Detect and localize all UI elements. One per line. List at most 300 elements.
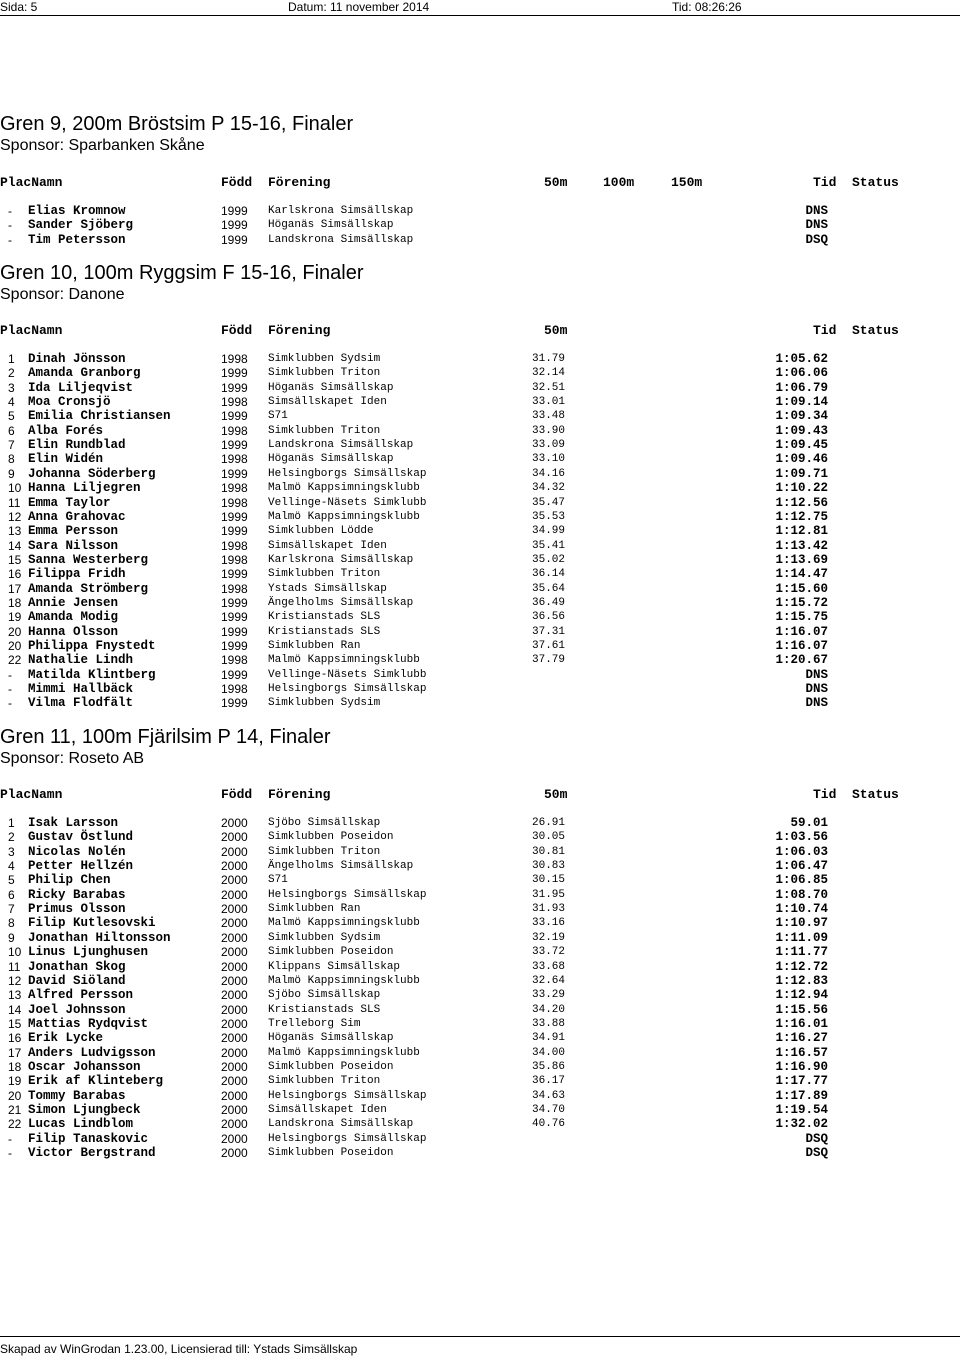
result-row <box>0 567 960 581</box>
final-time: 1:12.75 <box>775 509 828 524</box>
split-50m: 35.53 <box>532 510 566 523</box>
final-time: 1:09.14 <box>775 395 828 410</box>
result-place: 19 <box>8 1074 22 1089</box>
split-50m: 33.72 <box>532 946 566 959</box>
split-50m: 32.19 <box>532 931 566 944</box>
split-50m: 37.61 <box>532 640 566 652</box>
birth-year: 1999 <box>221 232 248 247</box>
birth-year: 2000 <box>221 1045 248 1060</box>
swimmer-name: Filippa Fridh <box>28 567 126 582</box>
swimmer-name: Primus Olsson <box>28 902 126 917</box>
birth-year: 1998 <box>221 653 248 668</box>
split-50m: 33.09 <box>532 439 566 452</box>
swimmer-name: Annie Jensen <box>28 595 119 610</box>
result-place: 4 <box>8 859 15 874</box>
club-name: Simklubben Triton <box>268 568 381 581</box>
swimmer-name: Philip Chen <box>28 873 111 888</box>
split-50m: 40.76 <box>532 1118 566 1131</box>
result-place: 14 <box>8 1002 22 1017</box>
final-time: DNS <box>805 667 828 682</box>
final-time: DNS <box>805 218 828 233</box>
birth-year: 1999 <box>221 639 248 653</box>
swimmer-name: Gustav Östlund <box>28 830 134 845</box>
swimmer-name: Johanna Söderberg <box>28 466 156 481</box>
swimmer-name: Erik Lycke <box>28 1031 104 1046</box>
birth-year: 1999 <box>221 366 248 381</box>
col-club: Förening <box>268 175 331 190</box>
result-row <box>0 1046 960 1060</box>
final-time: 1:16.07 <box>775 639 828 653</box>
result-row <box>0 610 960 624</box>
birth-year: 2000 <box>221 873 248 888</box>
result-row <box>0 438 960 452</box>
result-place: 2 <box>8 830 15 845</box>
col-split-100: 100m <box>603 175 635 190</box>
col-split-150: 150m <box>671 175 703 190</box>
swimmer-name: Victor Bergstrand <box>28 1146 156 1161</box>
club-name: Helsingborgs Simsällskap <box>268 888 427 901</box>
final-time: 1:15.60 <box>775 581 828 596</box>
result-row <box>0 668 960 682</box>
col-born: Född <box>221 175 253 190</box>
swimmer-name: Erik af Klinteberg <box>28 1074 164 1089</box>
club-name: Kristianstads SLS <box>268 611 381 624</box>
birth-year: 2000 <box>221 816 248 830</box>
final-time: 1:15.75 <box>775 610 828 625</box>
swimmer-name: Sander Sjöberg <box>28 218 134 233</box>
final-time: DSQ <box>805 232 828 247</box>
split-50m: 33.88 <box>532 1017 566 1030</box>
result-place: 3 <box>8 380 15 395</box>
result-row <box>0 452 960 466</box>
result-place: 18 <box>8 1059 22 1074</box>
result-row <box>0 988 960 1002</box>
birth-year: 1999 <box>221 509 248 524</box>
result-row <box>0 233 960 247</box>
swimmer-name: Amanda Strömberg <box>28 581 149 596</box>
split-50m: 33.68 <box>532 960 566 973</box>
club-name: Kristianstads SLS <box>268 625 381 638</box>
birth-year: 2000 <box>221 1059 248 1074</box>
result-place: 10 <box>8 945 22 960</box>
club-name: Ängelholms Simsällskap <box>268 860 414 873</box>
result-place: 1 <box>8 816 15 830</box>
final-time: 1:10.97 <box>775 916 828 931</box>
result-row <box>0 596 960 610</box>
swimmer-name: Ida Liljeqvist <box>28 380 134 395</box>
final-time: DNS <box>805 696 828 711</box>
split-50m: 36.49 <box>532 596 566 609</box>
birth-year: 2000 <box>221 887 248 902</box>
split-50m: 35.41 <box>532 539 566 552</box>
split-50m: 36.14 <box>532 568 566 581</box>
birth-year: 1998 <box>221 395 248 410</box>
final-time: 1:12.56 <box>775 495 828 510</box>
birth-year: 1998 <box>221 538 248 553</box>
result-row <box>0 1089 960 1103</box>
club-name: Helsingborgs Simsällskap <box>268 1089 427 1102</box>
split-50m: 37.31 <box>532 625 566 638</box>
result-row <box>0 524 960 538</box>
club-name: Landskrona Simsällskap <box>268 439 414 452</box>
split-50m: 34.91 <box>532 1032 566 1045</box>
club-name: Höganäs Simsällskap <box>268 453 394 466</box>
swimmer-name: Simon Ljungbeck <box>28 1103 141 1117</box>
col-time: Tid <box>813 787 837 802</box>
col-status: Status <box>852 787 899 802</box>
result-row <box>0 481 960 495</box>
result-row <box>0 902 960 916</box>
split-50m: 30.83 <box>532 860 566 873</box>
result-place: 1 <box>8 352 15 366</box>
swimmer-name: Nathalie Lindh <box>28 653 134 668</box>
swimmer-name: Tim Petersson <box>28 232 126 247</box>
club-name: Simklubben Triton <box>268 845 381 858</box>
club-name: Simklubben Lödde <box>268 525 374 538</box>
result-row <box>0 960 960 974</box>
club-name: S71 <box>268 874 288 887</box>
swimmer-name: Emma Taylor <box>28 495 111 510</box>
result-row <box>0 352 960 366</box>
swimmer-name: Petter Hellzén <box>28 859 134 874</box>
col-status: Status <box>852 175 899 190</box>
club-name: Karlskrona Simsällskap <box>268 553 414 566</box>
birth-year: 1999 <box>221 380 248 395</box>
split-50m: 34.20 <box>532 1003 566 1016</box>
split-50m: 32.51 <box>532 381 566 394</box>
club-name: Höganäs Simsällskap <box>268 219 394 232</box>
final-time: 1:12.81 <box>775 524 828 539</box>
swimmer-name: Philippa Fnystedt <box>28 639 156 653</box>
club-name: Malmö Kappsimningsklubb <box>268 510 420 523</box>
birth-year: 2000 <box>221 1074 248 1089</box>
birth-year: 1999 <box>221 595 248 610</box>
result-place: 15 <box>8 552 22 567</box>
final-time: 1:08.70 <box>775 887 828 902</box>
club-name: Vellinge-Näsets Simklubb <box>268 668 427 681</box>
split-50m: 30.15 <box>532 874 566 887</box>
club-name: Höganäs Simsällskap <box>268 1032 394 1045</box>
club-name: Simsällskapet Iden <box>268 1104 387 1116</box>
print-time: Tid: 08:26:26 <box>672 0 742 14</box>
final-time: 1:16.57 <box>775 1045 828 1060</box>
club-name: Helsingborgs Simsällskap <box>268 1132 427 1145</box>
result-row <box>0 916 960 930</box>
split-50m: 35.02 <box>532 553 566 566</box>
column-header <box>0 323 960 339</box>
result-row <box>0 830 960 844</box>
split-50m: 33.48 <box>532 410 566 423</box>
swimmer-name: Sara Nilsson <box>28 538 119 553</box>
result-row <box>0 873 960 887</box>
event-sponsor: Sponsor: Sparbanken Skåne <box>0 137 205 154</box>
result-row <box>0 1146 960 1160</box>
birth-year: 2000 <box>221 1088 248 1103</box>
birth-year: 1999 <box>221 466 248 481</box>
swimmer-name: Jonathan Skog <box>28 959 126 974</box>
result-place: - <box>8 696 12 711</box>
club-name: Sjöbo Simsällskap <box>268 817 381 829</box>
split-50m: 32.14 <box>532 367 566 380</box>
col-born: Född <box>221 323 253 338</box>
final-time: DSQ <box>805 1146 828 1161</box>
final-time: 1:14.47 <box>775 567 828 582</box>
swimmer-name: David Siöland <box>28 973 126 988</box>
result-row <box>0 467 960 481</box>
col-born: Född <box>221 787 253 802</box>
birth-year: 1999 <box>221 409 248 424</box>
swimmer-name: Moa Cronsjö <box>28 395 111 410</box>
birth-year: 1998 <box>221 352 248 366</box>
event-title: Gren 11, 100m Fjärilsim P 14, Finaler <box>0 726 331 748</box>
split-50m: 35.64 <box>532 582 566 595</box>
final-time: 1:10.22 <box>775 481 828 496</box>
print-date: Datum: 11 november 2014 <box>288 0 430 14</box>
split-50m: 34.00 <box>532 1046 566 1059</box>
col-place-name: PlacNamn <box>0 323 63 338</box>
club-name: Simklubben Sydsim <box>268 931 381 944</box>
club-name: Klippans Simsällskap <box>268 960 401 973</box>
birth-year: 2000 <box>221 988 248 1003</box>
swimmer-name: Hanna Liljegren <box>28 481 141 496</box>
event-sponsor: Sponsor: Danone <box>0 286 125 303</box>
result-place: 20 <box>8 624 22 639</box>
result-row <box>0 1060 960 1074</box>
swimmer-name: Lucas Lindblom <box>28 1117 134 1132</box>
header-divider <box>0 15 960 16</box>
footer-text: Skapad av WinGrodan 1.23.00, Licensierad till: Ystads Simsällskap <box>0 1342 358 1356</box>
event-title: Gren 10, 100m Ryggsim F 15-16, Finaler <box>0 262 364 284</box>
club-name: Simklubben Poseidon <box>268 1060 394 1073</box>
final-time: 1:17.89 <box>775 1088 828 1103</box>
club-name: Helsingborgs Simsällskap <box>268 467 427 480</box>
club-name: Simsällskapet Iden <box>268 396 387 409</box>
page-number: Sida: 5 <box>0 0 38 14</box>
birth-year: 1999 <box>221 624 248 639</box>
birth-year: 1998 <box>221 452 248 467</box>
final-time: 1:19.54 <box>775 1103 828 1117</box>
col-split-50: 50m <box>544 787 568 802</box>
swimmer-name: Anders Ludvigsson <box>28 1045 156 1060</box>
birth-year: 1998 <box>221 682 248 697</box>
final-time: 1:09.43 <box>775 423 828 438</box>
final-time: 1:06.85 <box>775 873 828 888</box>
result-row <box>0 395 960 409</box>
final-time: 1:17.77 <box>775 1074 828 1089</box>
final-time: 1:09.46 <box>775 452 828 467</box>
col-club: Förening <box>268 323 331 338</box>
swimmer-name: Oscar Johansson <box>28 1059 141 1074</box>
birth-year: 1999 <box>221 610 248 625</box>
swimmer-name: Tommy Barabas <box>28 1088 126 1103</box>
birth-year: 2000 <box>221 1117 248 1132</box>
club-name: Simklubben Sydsim <box>268 697 381 710</box>
final-time: DNS <box>805 682 828 697</box>
birth-year: 1999 <box>221 567 248 582</box>
result-place: - <box>8 667 12 682</box>
final-time: 1:20.67 <box>775 653 828 668</box>
swimmer-name: Mimmi Hallbäck <box>28 682 134 697</box>
birth-year: 1998 <box>221 581 248 596</box>
split-50m: 31.79 <box>532 353 566 365</box>
result-place: 6 <box>8 887 15 902</box>
result-place: 15 <box>8 1016 22 1031</box>
swimmer-name: Emma Persson <box>28 524 119 539</box>
swimmer-name: Sanna Westerberg <box>28 552 149 567</box>
result-row <box>0 696 960 710</box>
result-place: 13 <box>8 988 22 1003</box>
result-row <box>0 204 960 218</box>
final-time: 1:06.79 <box>775 380 828 395</box>
footer-divider <box>0 1336 960 1337</box>
final-time: 1:13.42 <box>775 538 828 553</box>
swimmer-name: Ricky Barabas <box>28 887 126 902</box>
swimmer-name: Linus Ljunghusen <box>28 945 149 960</box>
club-name: Simklubben Poseidon <box>268 946 394 959</box>
result-row <box>0 625 960 639</box>
result-row <box>0 424 960 438</box>
result-row <box>0 1103 960 1117</box>
swimmer-name: Amanda Modig <box>28 610 119 625</box>
result-row <box>0 381 960 395</box>
result-row <box>0 974 960 988</box>
swimmer-name: Matilda Klintberg <box>28 667 156 682</box>
final-time: 1:09.34 <box>775 409 828 424</box>
result-place: 9 <box>8 466 15 481</box>
result-row <box>0 1003 960 1017</box>
split-50m: 31.93 <box>532 903 566 916</box>
split-50m: 31.95 <box>532 888 566 901</box>
final-time: 1:11.09 <box>775 930 828 945</box>
result-place: 6 <box>8 423 15 438</box>
result-row <box>0 218 960 232</box>
birth-year: 1998 <box>221 423 248 438</box>
event-title: Gren 9, 200m Bröstsim P 15-16, Finaler <box>0 113 354 135</box>
col-split-50: 50m <box>544 175 568 190</box>
final-time: 1:16.07 <box>775 624 828 639</box>
final-time: 1:12.72 <box>775 959 828 974</box>
birth-year: 2000 <box>221 1016 248 1031</box>
result-place: 20 <box>8 1088 22 1103</box>
club-name: Simklubben Poseidon <box>268 1147 394 1160</box>
split-50m: 35.86 <box>532 1060 566 1073</box>
final-time: 1:16.01 <box>775 1016 828 1031</box>
swimmer-name: Hanna Olsson <box>28 624 119 639</box>
result-row <box>0 1117 960 1131</box>
result-row <box>0 366 960 380</box>
column-header <box>0 175 960 191</box>
club-name: Simklubben Poseidon <box>268 831 394 844</box>
result-place: 14 <box>8 538 22 553</box>
final-time: 1:05.62 <box>775 352 828 366</box>
final-time: DSQ <box>805 1131 828 1146</box>
final-time: 1:06.03 <box>775 844 828 859</box>
result-place: 17 <box>8 581 22 596</box>
page-header <box>0 0 960 14</box>
result-row <box>0 496 960 510</box>
result-place: - <box>8 232 12 247</box>
club-name: Landskrona Simsällskap <box>268 233 414 246</box>
col-club: Förening <box>268 787 331 802</box>
birth-year: 2000 <box>221 1146 248 1161</box>
split-50m: 34.32 <box>532 482 566 495</box>
club-name: Simklubben Ran <box>268 640 361 652</box>
result-row <box>0 845 960 859</box>
result-place: 5 <box>8 873 15 888</box>
final-time: 1:11.77 <box>775 945 828 960</box>
swimmer-name: Anna Grahovac <box>28 509 126 524</box>
club-name: Malmö Kappsimningsklubb <box>268 482 420 495</box>
split-50m: 30.81 <box>532 845 566 858</box>
birth-year: 2000 <box>221 916 248 931</box>
result-row <box>0 816 960 830</box>
result-place: - <box>8 218 12 233</box>
result-row <box>0 1132 960 1146</box>
split-50m: 33.10 <box>532 453 566 466</box>
birth-year: 2000 <box>221 959 248 974</box>
final-time: 1:15.72 <box>775 595 828 610</box>
swimmer-name: Dinah Jönsson <box>28 352 126 366</box>
swimmer-name: Mattias Rydqvist <box>28 1016 149 1031</box>
result-row <box>0 553 960 567</box>
result-place: 11 <box>8 495 21 510</box>
club-name: Simklubben Triton <box>268 1075 381 1088</box>
club-name: Kristianstads SLS <box>268 1003 381 1016</box>
birth-year: 1998 <box>221 481 248 496</box>
final-time: 1:16.90 <box>775 1059 828 1074</box>
birth-year: 2000 <box>221 844 248 859</box>
split-50m: 30.05 <box>532 831 566 844</box>
birth-year: 1999 <box>221 218 248 233</box>
col-split-50: 50m <box>544 323 568 338</box>
club-name: S71 <box>268 410 288 423</box>
result-row <box>0 1074 960 1088</box>
result-place: 11 <box>8 959 21 974</box>
birth-year: 1999 <box>221 696 248 711</box>
final-time: 1:10.74 <box>775 902 828 917</box>
result-row <box>0 945 960 959</box>
result-place: 12 <box>8 509 22 524</box>
swimmer-name: Isak Larsson <box>28 816 119 830</box>
split-50m: 36.56 <box>532 611 566 624</box>
result-place: 8 <box>8 916 15 931</box>
split-50m: 34.70 <box>532 1104 566 1116</box>
club-name: Simklubben Sydsim <box>268 353 381 365</box>
birth-year: 2000 <box>221 859 248 874</box>
birth-year: 1998 <box>221 552 248 567</box>
result-place: 13 <box>8 524 22 539</box>
swimmer-name: Alfred Persson <box>28 988 134 1003</box>
result-place: 16 <box>8 1031 22 1046</box>
result-row <box>0 888 960 902</box>
result-row <box>0 1031 960 1045</box>
final-time: 1:15.56 <box>775 1002 828 1017</box>
birth-year: 1999 <box>221 204 248 218</box>
club-name: Malmö Kappsimningsklubb <box>268 654 420 667</box>
club-name: Ystads Simsällskap <box>268 582 387 595</box>
club-name: Simklubben Ran <box>268 903 361 916</box>
result-place: 10 <box>8 481 22 496</box>
result-place: 7 <box>8 902 15 917</box>
col-time: Tid <box>813 175 837 190</box>
result-place: 8 <box>8 452 15 467</box>
club-name: Karlskrona Simsällskap <box>268 205 414 217</box>
event-sponsor: Sponsor: Roseto AB <box>0 750 145 767</box>
swimmer-name: Filip Kutlesovski <box>28 916 156 931</box>
col-place-name: PlacNamn <box>0 175 63 190</box>
birth-year: 2000 <box>221 973 248 988</box>
birth-year: 2000 <box>221 930 248 945</box>
